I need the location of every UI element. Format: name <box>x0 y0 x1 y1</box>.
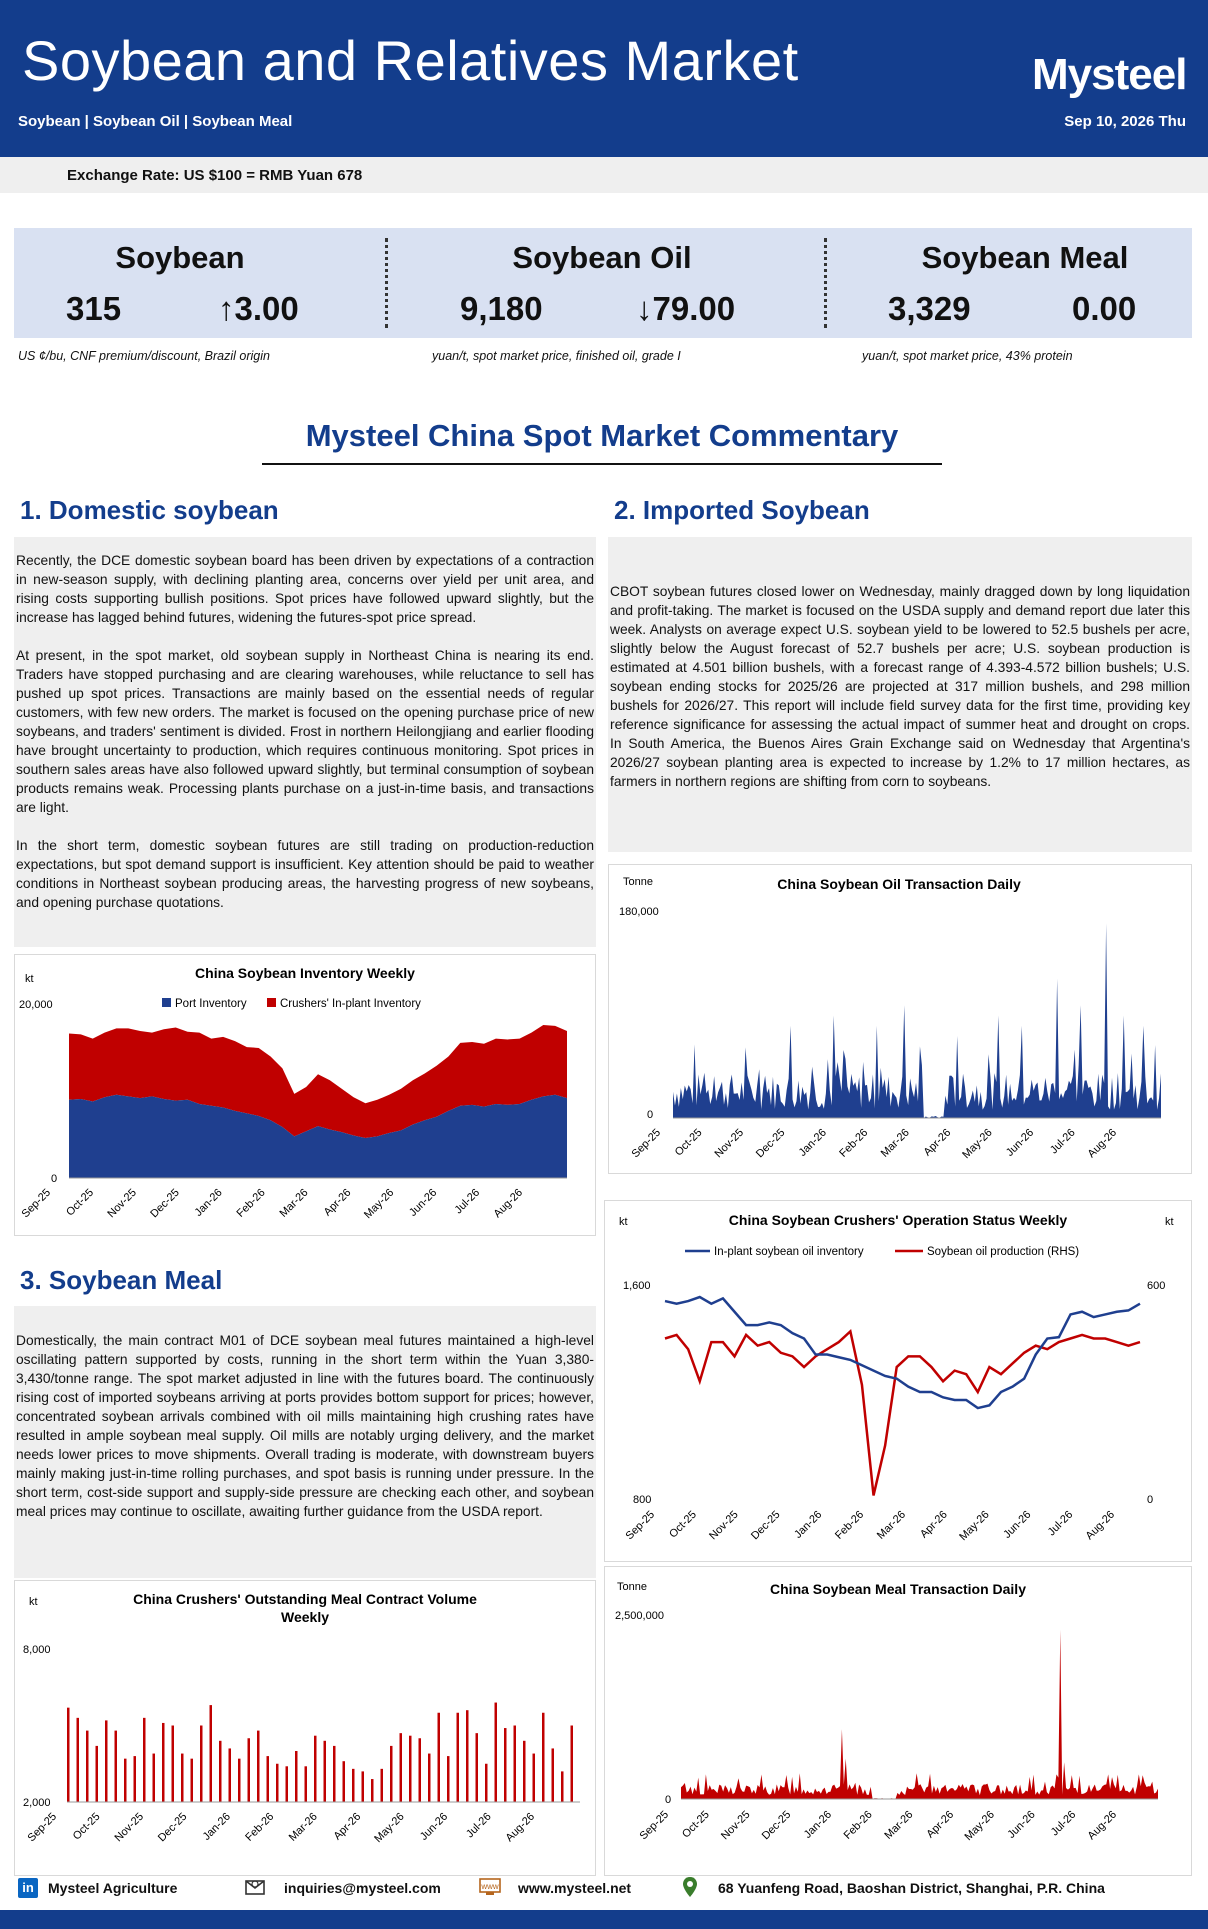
x-tick-label: Nov-25 <box>719 1808 753 1843</box>
bar <box>457 1713 460 1802</box>
bar <box>181 1754 184 1802</box>
bar <box>267 1756 270 1802</box>
bar <box>409 1736 412 1802</box>
x-tick-label: Jul-26 <box>452 1186 483 1217</box>
x-tick-label: Dec-25 <box>148 1186 182 1221</box>
x-tick-label: Oct-25 <box>672 1126 705 1159</box>
bar <box>257 1731 260 1802</box>
y-tick-label: 180,000 <box>619 906 659 918</box>
bar <box>238 1759 241 1802</box>
y-tick-label: 800 <box>633 1494 652 1506</box>
x-tick-label: Sep-25 <box>623 1508 658 1543</box>
x-tick-label: Mar-26 <box>878 1126 912 1160</box>
bar <box>419 1738 422 1802</box>
bar <box>96 1746 99 1802</box>
y-axis-unit: kt <box>619 1216 628 1228</box>
linkedin-icon[interactable]: in <box>18 1878 38 1898</box>
x-tick-label: Jul-26 <box>1045 1508 1076 1539</box>
y-tick-label: 0 <box>51 1173 58 1185</box>
x-tick-label: May-26 <box>960 1126 995 1162</box>
x-tick-label: Mar-26 <box>874 1508 909 1542</box>
x-tick-label: Aug-26 <box>491 1186 526 1221</box>
x-tick-label: Aug-26 <box>1083 1508 1118 1543</box>
bar <box>305 1766 308 1802</box>
bar <box>314 1736 317 1802</box>
bar <box>476 1733 479 1802</box>
price-note-soybean-oil: yuan/t, spot market price, finished oil, grade I <box>432 349 681 363</box>
bar <box>533 1754 536 1802</box>
bar <box>134 1756 137 1802</box>
x-tick-label: May-26 <box>361 1186 397 1222</box>
price-name-soybean: Soybean <box>115 240 245 275</box>
legend-label: Port Inventory <box>175 998 247 1010</box>
x-tick-label: Jan-26 <box>792 1508 825 1541</box>
price-name-soybean-oil: Soybean Oil <box>512 240 692 275</box>
x-tick-label: May-26 <box>372 1810 407 1846</box>
bar <box>371 1779 374 1802</box>
x-tick-label: Apr-26 <box>321 1186 354 1219</box>
x-tick-label: Jun-26 <box>417 1810 451 1843</box>
bar <box>200 1726 203 1803</box>
y-tick-label: 8,000 <box>23 1644 51 1656</box>
bar-series-meal-transaction <box>681 1630 1158 1799</box>
page-title: Soybean and Relatives Market <box>22 29 799 92</box>
chart-title: China Soybean Meal Transaction Daily <box>770 1581 1026 1597</box>
x-tick-label: Feb-26 <box>833 1508 867 1542</box>
bar <box>390 1746 393 1802</box>
line-series-oil-production <box>665 1331 1140 1495</box>
x-tick-label: Jun-26 <box>1005 1808 1038 1841</box>
bar <box>447 1756 450 1802</box>
chart-soybean-meal-transaction <box>604 1566 1192 1876</box>
bar <box>153 1754 156 1802</box>
x-tick-label: Jul-26 <box>1048 1808 1079 1839</box>
bar <box>162 1723 165 1802</box>
price-divider <box>824 238 827 328</box>
meal-text-box <box>14 1306 596 1578</box>
price-note-soybean-meal: yuan/t, spot market price, 43% protein <box>862 349 1073 363</box>
chart-soybean-inventory <box>14 954 596 1236</box>
bar <box>229 1748 232 1802</box>
y-axis-unit-right: kt <box>1165 1216 1174 1228</box>
commentary-underline <box>262 463 942 465</box>
header-subtitle: Soybean | Soybean Oil | Soybean Meal <box>18 113 293 130</box>
x-tick-label: Jan-26 <box>801 1808 835 1841</box>
x-tick-label: Apr-26 <box>924 1808 957 1841</box>
x-tick-label: Feb-26 <box>243 1810 277 1844</box>
bar <box>466 1710 469 1802</box>
y-axis-unit: Tonne <box>623 876 653 888</box>
x-tick-label: Nov-25 <box>712 1126 747 1161</box>
bar <box>561 1771 564 1802</box>
chart-title: China Soybean Oil Transaction Daily <box>777 876 1021 892</box>
section-title-meal: 3. Soybean Meal <box>20 1265 223 1295</box>
y-tick-label: 0 <box>665 1794 672 1806</box>
bar <box>295 1751 298 1802</box>
bar <box>105 1720 108 1802</box>
chart-title-line: China Crushers' Outstanding Meal Contract Volume <box>133 1591 477 1607</box>
mysteel-logo: Mysteel <box>1032 50 1187 99</box>
commentary-title: Mysteel China Spot Market Commentary <box>305 418 899 453</box>
y-axis-unit: kt <box>25 973 34 985</box>
price-name-soybean-meal: Soybean Meal <box>921 240 1129 275</box>
x-tick-label: Jan-26 <box>200 1810 233 1843</box>
bar <box>438 1713 441 1802</box>
bar <box>400 1733 403 1802</box>
x-tick-label: Jun-26 <box>1001 1508 1034 1541</box>
x-tick-label: Sep-25 <box>19 1186 54 1221</box>
bar <box>276 1764 279 1802</box>
chart-title: China Soybean Inventory Weekly <box>195 965 415 981</box>
x-tick-label: Apr-26 <box>921 1126 954 1159</box>
x-tick-label: Aug-26 <box>503 1810 538 1845</box>
footer-email[interactable]: inquiries@mysteel.com <box>284 1880 441 1896</box>
x-tick-label: Apr-26 <box>918 1508 950 1541</box>
x-tick-label: Jan-26 <box>796 1126 829 1159</box>
x-tick-label: Mar-26 <box>277 1186 311 1220</box>
bar <box>381 1769 384 1802</box>
x-tick-label: Oct-25 <box>64 1186 97 1219</box>
y-axis-unit: Tonne <box>617 1581 647 1593</box>
bar <box>191 1759 194 1802</box>
location-pin-icon <box>682 1876 698 1898</box>
x-tick-label: Mar-26 <box>882 1808 916 1842</box>
footer-linkedin[interactable]: Mysteel Agriculture <box>48 1880 178 1896</box>
y-tick-label: 20,000 <box>19 999 53 1011</box>
x-tick-label: Feb-26 <box>841 1808 875 1842</box>
bar-series-oil-transaction <box>673 923 1161 1118</box>
meal-paragraph: Domestically, the main contract M01 of DCE soybean meal futures maintained a high-level oscillating pattern supported by costs, running in the short term within the Yuan 3,380-3,430/tonne range. The spot market adjusted in line with the futures board. The continuously rising cost of imported soybeans arriving at ports provides bottom support for prices; however, concentrated soybean arrivals combined with oil mills maintaining high crushing rates have resulted in ample soybean meal supply. Oil mills are notably urging delivery, and the market needs lower prices to move shipments. Overall trading is moderate, with downstream buyers mainly making just-in-time rolling purchases, and spot basis is running under pressure. In the short term, cost-side support and supply-side pressure are checking each other, and soybean meal prices may continue to oscillate, awaiting further guidance from the USDA report. <box>16 1333 594 1519</box>
x-tick-label: Nov-25 <box>105 1186 139 1221</box>
x-tick-label: Dec-25 <box>759 1808 794 1843</box>
x-tick-label: Oct-25 <box>680 1808 712 1841</box>
bar <box>124 1759 127 1802</box>
chart-title-line: Weekly <box>281 1609 329 1625</box>
x-tick-label: Nov-25 <box>112 1810 147 1845</box>
price-value-soybean-meal: 3,329 <box>888 290 971 327</box>
x-tick-label: Oct-25 <box>667 1508 699 1541</box>
x-tick-label: Feb-26 <box>837 1126 871 1160</box>
x-tick-label: Jul-26 <box>1047 1126 1078 1157</box>
bar <box>428 1754 431 1802</box>
bar <box>86 1731 89 1802</box>
bar <box>143 1718 146 1802</box>
bar <box>324 1741 327 1802</box>
x-tick-label: Sep-25 <box>637 1808 672 1843</box>
chart-soybean-oil-transaction <box>608 864 1192 1174</box>
bar <box>210 1705 213 1802</box>
bar <box>495 1703 498 1802</box>
bar <box>485 1764 488 1802</box>
price-change-soybean-oil: ↓79.00 <box>636 290 736 327</box>
price-value-soybean: 315 <box>66 290 122 327</box>
website-icon <box>478 1876 502 1896</box>
x-tick-label: Nov-25 <box>707 1508 741 1543</box>
price-value-soybean-oil: 9,180 <box>460 290 543 327</box>
x-tick-label: Feb-26 <box>234 1186 268 1220</box>
y-tick-label: 1,600 <box>623 1280 651 1292</box>
bar <box>571 1726 574 1803</box>
price-change-soybean: ↑3.00 <box>218 290 299 327</box>
bar <box>504 1728 507 1802</box>
price-change-soybean-meal: 0.00 <box>1072 290 1137 327</box>
y-tick-label: 0 <box>647 1109 654 1121</box>
y-axis-unit: kt <box>29 1596 38 1608</box>
bar <box>362 1771 365 1802</box>
bar <box>552 1748 555 1802</box>
x-tick-label: Aug-26 <box>1085 1126 1120 1161</box>
bar <box>343 1761 346 1802</box>
domestic-paragraph: At present, in the spot market, old soybean supply in Northeast China is nearing its end. Traders have stopped purchasing and are clearing warehouses, while reluctance to sell has pushed up spot prices. Transactions are mainly based on the essential needs of regular customers, with few new orders. The market is focused on the opening purchase price of new soybeans, and traders' sentiment is divided. Frost in northern Heilongjiang and earlier flooding have brought uncertainty to production, which requires continuous monitoring. Spot prices in southern sales areas have also followed upward slightly, but terminal consumption of soybean products remains weak. Processing plants purchase on a just-in-time basis, and transactions are light. <box>16 648 594 815</box>
chart-title: China Soybean Crushers' Operation Status Weekly <box>728 1212 1068 1228</box>
bar <box>523 1741 526 1802</box>
chart-crushers-operation <box>604 1200 1192 1562</box>
svg-text:www: www <box>481 1882 499 1891</box>
section-title-domestic: 1. Domestic soybean <box>20 495 279 525</box>
bar <box>67 1708 70 1802</box>
imported-text-box <box>608 537 1192 852</box>
footer-address: 68 Yuanfeng Road, Baoshan District, Shanghai, P.R. China <box>718 1880 1105 1896</box>
legend-label: Crushers' In-plant Inventory <box>280 998 421 1010</box>
x-tick-label: Mar-26 <box>286 1810 320 1844</box>
bar <box>172 1726 175 1803</box>
x-tick-label: May-26 <box>957 1508 992 1544</box>
legend-label: In-plant soybean oil inventory <box>714 1246 864 1258</box>
x-tick-label: May-26 <box>962 1808 997 1844</box>
section-title-imported: 2. Imported Soybean <box>614 495 870 525</box>
domestic-paragraph: In the short term, domestic soybean futures are still trading on production-reduction expectations, but spot demand support is insufficient. Key attention should be paid to weather conditions in Northeast soybean producing areas, the harvesting progress of new soybeans, and opening purchase quotations. <box>16 838 594 910</box>
price-divider <box>385 238 388 328</box>
x-tick-label: Jul-26 <box>463 1810 494 1841</box>
legend-swatch <box>162 998 171 1007</box>
x-tick-label: Dec-25 <box>753 1126 788 1161</box>
legend-label: Soybean oil production (RHS) <box>927 1246 1080 1258</box>
bar <box>248 1738 251 1802</box>
footer-bar <box>0 1910 1208 1929</box>
x-tick-label: Apr-26 <box>331 1810 364 1843</box>
x-tick-label: Dec-25 <box>749 1508 783 1543</box>
legend-swatch <box>267 998 276 1007</box>
x-tick-label: Jun-26 <box>407 1186 440 1219</box>
y-tick-label: 2,500,000 <box>615 1610 664 1622</box>
x-tick-label: Jun-26 <box>1003 1126 1037 1159</box>
imported-paragraph: CBOT soybean futures closed lower on Wednesday, mainly dragged down by long liquidation and profit-taking. The market is focused on the USDA supply and demand report due later this week. Analysts on average expect U.S. soybean yield to be lowered to 52.5 bushels per acre, slightly below the August forecast of 52.7 bushels per acre; U.S. soybean production is estimated at 4.501 billion bushels, with a forecast range of 4.393-4.572 billion bushels; U.S. soybean ending stocks for 2025/26 are projected at 317 million bushels, and 298 million bushels for 2026/27. This report will include field survey data for the first time, providing key reference significance for assessing the actual impact of summer heat and drought on crops. In South America, the Buenos Aires Grain Exchange said on Wednesday that Argentina's 2026/27 soybean planting area is expected to increase by 1.2% to 17 million hectares, as farmers in northern regions are shifting from corn to soybeans. <box>610 584 1190 789</box>
bar <box>352 1769 355 1802</box>
x-tick-label: Sep-25 <box>629 1126 664 1161</box>
price-note-soybean: US ¢/bu, CNF premium/discount, Brazil origin <box>18 349 270 363</box>
x-tick-label: Jan-26 <box>192 1186 225 1219</box>
bar <box>115 1731 118 1802</box>
x-tick-label: Dec-25 <box>155 1810 190 1845</box>
chart-meal-contract-volume <box>14 1580 596 1876</box>
y-tick-label-right: 0 <box>1147 1494 1154 1506</box>
bar <box>514 1726 517 1803</box>
exchange-rate: Exchange Rate: US $100 = RMB Yuan 678 <box>67 167 363 184</box>
domestic-paragraph: Recently, the DCE domestic soybean board has been driven by expectations of a contraction in new-season supply, with declining planting area, concerns over yield per unit area, and rising costs supporting bullish positions. Spot prices have followed upward slightly, but the increase has lagged behind futures, widening the futures-spot price spread. <box>16 553 594 625</box>
x-tick-label: Sep-25 <box>25 1810 60 1845</box>
footer-website[interactable]: www.mysteel.net <box>518 1880 632 1896</box>
bar <box>333 1746 336 1802</box>
y-tick-label: 2,000 <box>23 1797 51 1809</box>
bar <box>77 1718 80 1802</box>
x-tick-label: Aug-26 <box>1085 1808 1120 1843</box>
email-icon <box>244 1876 266 1896</box>
y-tick-label-right: 600 <box>1147 1280 1166 1292</box>
bar <box>219 1741 222 1802</box>
bar <box>542 1713 545 1802</box>
domestic-text-box <box>14 537 596 947</box>
bar <box>286 1766 289 1802</box>
x-tick-label: Oct-25 <box>70 1810 103 1843</box>
header-date: Sep 10, 2026 Thu <box>1064 113 1186 130</box>
